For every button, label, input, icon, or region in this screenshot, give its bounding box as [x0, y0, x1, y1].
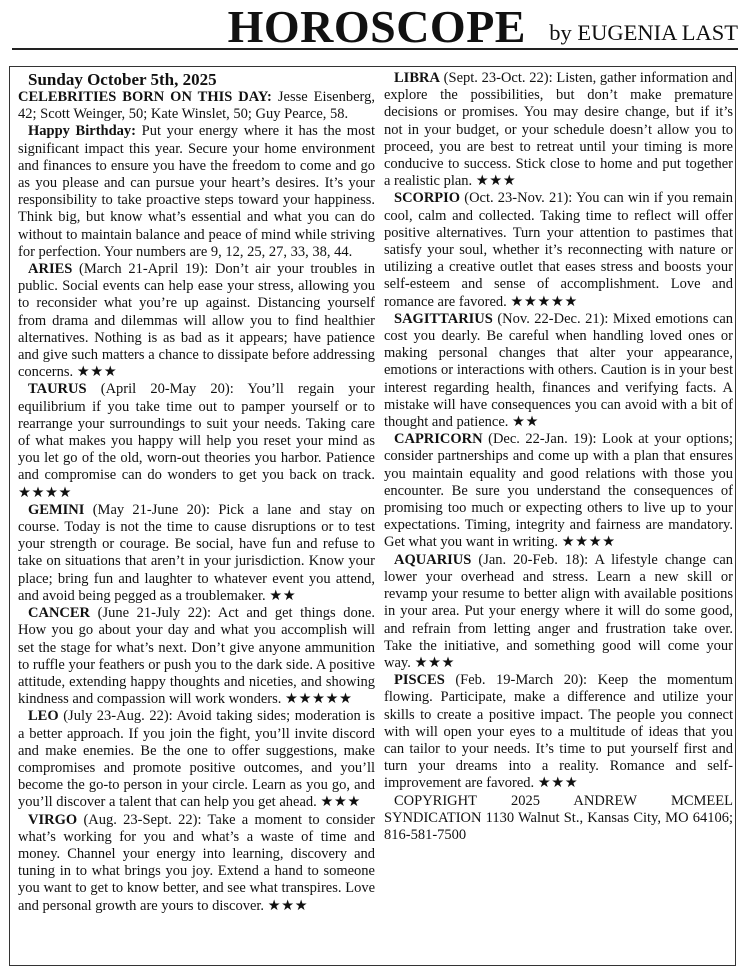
sign-dates: (July 23-Aug. 22):	[63, 708, 173, 725]
birthday-label: Happy Birthday:	[28, 123, 136, 140]
left-column	[18, 70, 375, 915]
copyright-notice: COPYRIGHT 2025 ANDREW MCMEEL SYNDICATION 1130 Walnut St., Kansas City, MO 64106; 816-581-7500	[384, 792, 733, 843]
sign-text: Take a moment to consider what’s working for you and what’s a waste of time and money. Channel your energy into learning, discovery and tuning in to what brings you joy. Extend a hand to someone you want to get to know better, and see what transpires. Love and personal growth are yours to discover.	[18, 811, 375, 914]
sign-entry-capricorn	[384, 431, 733, 551]
birthday-entry	[18, 123, 375, 261]
sign-name: VIRGO	[28, 811, 78, 828]
sign-text: Keep the momentum flowing. Participate, make a difference and utilize your skills to create a positive impact. The people you connect with will open your eyes to a multitude of ideas that you can tailor to your needs. It’s time to put yourself first and turn your dreams into a reality. Romance and self-improvement are favored.	[384, 672, 734, 792]
sign-dates: (May 21-June 20):	[92, 501, 211, 518]
sign-name: CANCER	[28, 605, 91, 622]
birthday-text: Put your energy where it has the most significant impact this year. Secure your home environment and finances to ensure you have the freedom to come and go as you please and can pursue your heart’s desires. It’s your responsibility to take proactive steps toward your happiness. Think big, but know what’s essential and what you can do without to maintain balance and peace of mind while striving for perfection. Your numbers are 9, 12, 25, 27, 33, 38, 44.	[18, 123, 375, 260]
sign-entry-cancer	[18, 605, 375, 708]
sign-entry-aquarius	[384, 552, 733, 672]
star-rating: ★★★	[475, 173, 517, 190]
star-rating: ★★	[512, 414, 540, 431]
sign-entry-sagittarius	[384, 311, 733, 431]
sign-text: You can win if you remain cool, calm and collected. Taking time to reflect will offer positive alternatives. Turn your attention to pastimes that satisfy your soul, whether it’s reconnecting with nature or utilizing a creative outlet that eases stress and boosts your self-esteem and sense of accomplishment. Love and romance are favored.	[384, 190, 734, 310]
celebrities-label: CELEBRITIES BORN ON THIS DAY:	[18, 89, 272, 105]
sign-dates: (March 21-April 19):	[79, 261, 209, 278]
sign-entry-scorpio	[384, 190, 733, 310]
star-rating: ★★★★	[18, 484, 72, 501]
byline: by EUGENIA LAST	[549, 20, 738, 45]
masthead-rule	[12, 48, 738, 50]
sign-text: Don’t air your troubles in public. Social events can help ease your stress, allowing you to reconsider what you’re up against. Distancing yourself from drama and dilemmas will allow you to find healthier alternatives. Nothing is as bad as it appears; have patience and give such matters a chance to dissipate before addressing concerns.	[18, 261, 376, 381]
sign-entry-pisces	[384, 672, 733, 792]
sign-name: SCORPIO	[394, 190, 461, 207]
sign-dates: (June 21-July 22):	[97, 605, 212, 622]
sign-entry-virgo	[18, 812, 375, 915]
sign-dates: (Aug. 23-Sept. 22):	[83, 811, 202, 828]
sign-name: TAURUS	[28, 381, 87, 398]
sign-name: CAPRICORN	[394, 431, 483, 448]
sign-text: A lifestyle change can lower your overhead and stress. Learn a new skill or revamp your resume to better align with available positions in your area. Put your energy where it will do some good, and refrain from letting anger and frustration take over. Take the initiative, and something good will come your way.	[384, 551, 734, 671]
sign-text: Pick a lane and stay on course. Today is not the time to cause disruptions or to test your strength or courage. Be social, have fun and refuse to take on situations that aren’t in your jurisdiction. Know your place; bring fun and laughter to whatever event you attend, and avoid being pegged as a troublemaker.	[18, 501, 376, 604]
celebrities-text: Jesse Eisenberg, 42; Scott Weinger, 50; Kate Winslet, 50; Guy Pearce, 58.	[18, 89, 375, 123]
sign-dates: (Nov. 22-Dec. 21):	[497, 310, 609, 327]
sign-text: Mixed emotions can cost you dearly. Be careful when handling loved ones or making personal changes that alter your appearance, emotions or interactions with others. Caution is in your best interest regarding health, finances and verifying facts. A mistake will have consequences you can avoid with a bit of thought and patience.	[384, 310, 734, 431]
sign-dates: (Feb. 19-March 20):	[455, 672, 588, 689]
sign-text: Avoid taking sides; moderation is a better approach. If you join the fight, you’ll invite discord and make enemies. Be the one to offer suggestions, make compromises and promote positive outcomes, and you’ll become the go-to person in your circle. Learn as you go, and you’ll discover a talent that can help you get ahead.	[18, 708, 375, 811]
horoscope-date: Sunday October 5th, 2025	[28, 70, 217, 89]
sign-text: Listen, gather information and explore the possibilities, but don’t make premature decisions or promises. You may desire change, but if it’s not in your budget, or your schedule doesn’t allow you to proceed, you are best to retreat until your timing is more conducive to success. Stick close to home and put together a realistic plan.	[384, 70, 734, 190]
star-rating: ★★★	[537, 775, 579, 792]
sign-name: LEO	[28, 708, 59, 725]
star-rating: ★★	[269, 587, 297, 604]
star-rating: ★★★★★	[285, 691, 353, 708]
sign-text: Look at your options; consider partnerships and come up with a plan that ensures you maintain equality and good relations with those you encounter. Be sure you understand the consequences of promising too much or expecting others to live up to your expectations. Timing, integrity and fairness are mandatory. Get what you want in writing.	[384, 431, 734, 551]
star-rating: ★★★	[76, 364, 118, 381]
sign-text: Act and get things done. How you go about your day and what you accomplish will set the stage for what’s next. Don’t give anyone ammunition to ruffle your feathers or push you to the dark side. A positive attitude, extending happy thoughts and niceties, and showing kindness and compassion will work wonders.	[18, 605, 376, 708]
page-title: HOROSCOPE	[227, 1, 526, 52]
sign-dates: (Sept. 23-Oct. 22):	[443, 70, 553, 86]
sign-name: ARIES	[28, 261, 73, 278]
masthead	[0, 0, 750, 54]
sign-entry-leo	[18, 708, 375, 811]
sign-entry-gemini	[18, 502, 375, 605]
sign-dates: (Oct. 23-Nov. 21):	[464, 190, 573, 207]
star-rating: ★★★	[414, 654, 455, 671]
sign-name: AQUARIUS	[394, 551, 472, 568]
sign-name: GEMINI	[28, 501, 85, 518]
star-rating: ★★★	[320, 794, 361, 811]
right-column	[384, 70, 733, 844]
sign-entry-libra	[384, 70, 733, 190]
celebrities-entry	[18, 89, 375, 123]
sign-name: LIBRA	[394, 70, 440, 86]
sign-name: PISCES	[394, 672, 445, 689]
sign-text: You’ll regain your equilibrium if you take time out to pamper yourself or to rearrange your surroundings to suit your needs. Taking care of what makes you happy will help you reset your mind as you let go of the old, worn-out theories you harbor. Patience and compromise can do wonders to get you back on track.	[18, 381, 376, 484]
sign-dates: (April 20-May 20):	[100, 381, 234, 398]
sign-dates: (Jan. 20-Feb. 18):	[478, 551, 589, 568]
star-rating: ★★★★★	[510, 293, 578, 310]
sign-entry-aries	[18, 261, 375, 381]
sign-dates: (Dec. 22-Jan. 19):	[488, 431, 597, 448]
sign-name: SAGITTARIUS	[394, 310, 493, 327]
star-rating: ★★★	[267, 897, 309, 914]
star-rating: ★★★★	[561, 534, 616, 551]
sign-entry-taurus	[18, 381, 375, 501]
